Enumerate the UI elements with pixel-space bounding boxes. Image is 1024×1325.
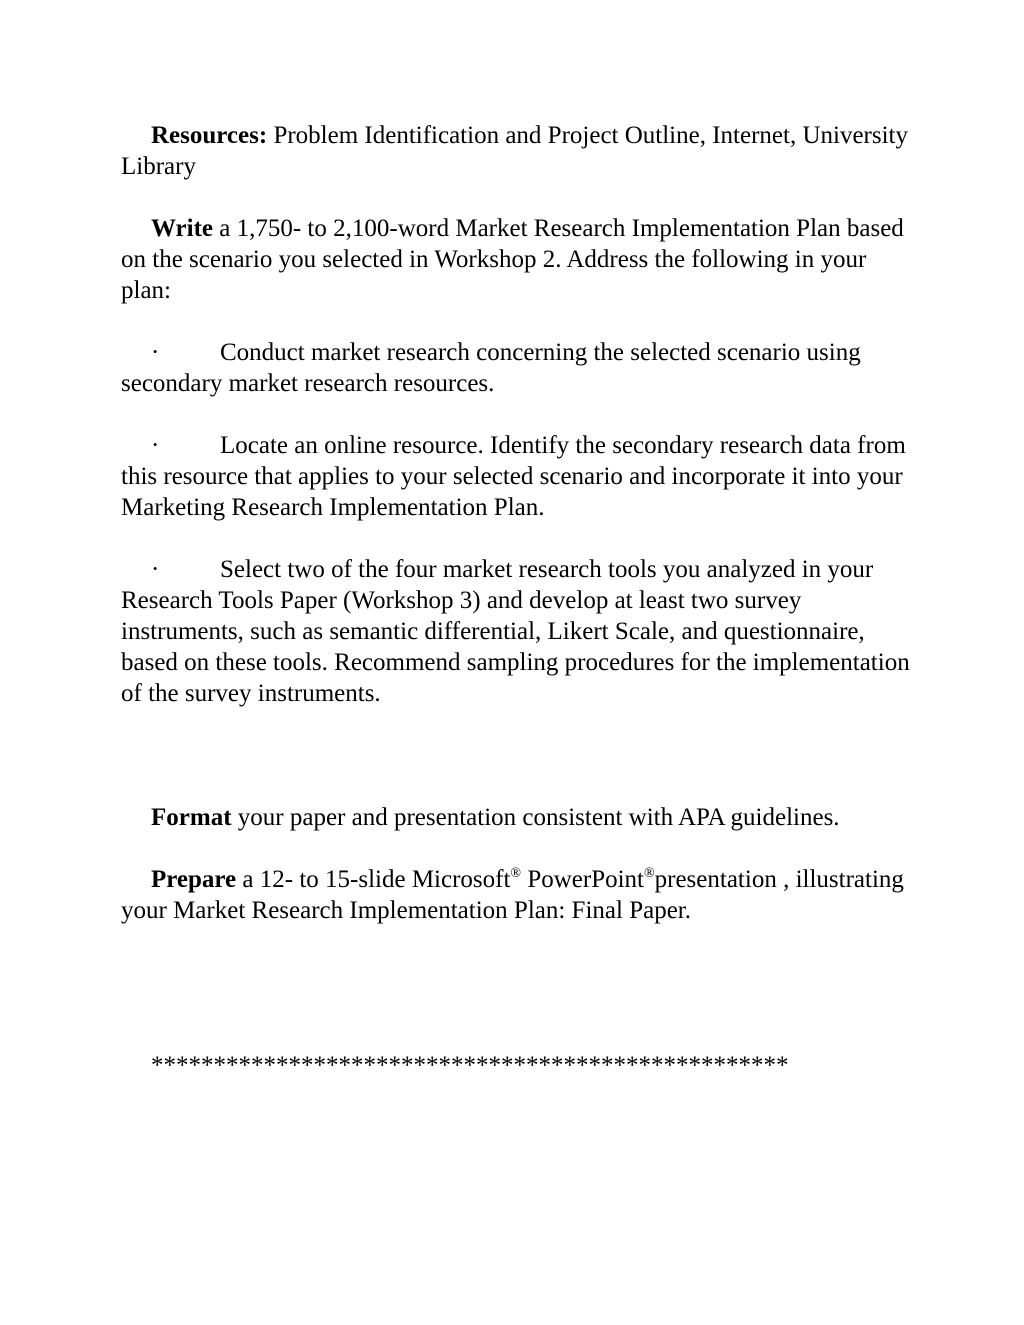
bullet-dot: · [151,556,160,583]
bullet-text: Select two of the four market research tools you analyzed in your Research Tools Paper (Workshop 3) and develop at least two survey instruments, such as semantic differential, Likert Scale, and questionnaire, based on these tools. Recommend sampling procedures for the implementation of the survey instruments. [121,556,910,707]
format-label: Format [151,804,232,831]
registered-mark: ® [644,866,655,881]
bullet-dot: · [151,432,160,459]
bullet-item-1 [121,337,911,399]
format-paragraph [121,802,911,833]
bullet-item-3 [121,554,911,709]
resources-label: Resources: [151,122,268,149]
document-page [121,120,911,1081]
spacer [121,740,911,802]
prepare-text-1: a 12- to 15-slide Microsoft [236,866,511,893]
bullet-text: Conduct market research concerning the selected scenario using secondary market research resources. [121,339,861,397]
spacer [121,957,911,1050]
bullet-item-2 [121,430,911,523]
write-text: a 1,750- to 2,100-word Market Research Implementation Plan based on the scenario you selected in Workshop 2. Address the following in your plan: [121,215,904,304]
bullet-text: Locate an online resource. Identify the secondary research data from this resource that applies to your selected scenario and incorporate it into your Marketing Research Implementation Plan. [121,432,906,521]
registered-mark: ® [510,866,522,881]
prepare-label: Prepare [151,866,237,893]
format-text: your paper and presentation consistent with APA guidelines. [231,804,840,831]
write-label: Write [151,215,214,242]
prepare-text-3: presentation , illustrating your Market Research Implementation Plan: Final Paper. [121,866,904,924]
resources-text: Problem Identification and Project Outline, Internet, University Library [121,122,908,180]
prepare-paragraph [121,864,911,926]
resources-paragraph [121,120,911,182]
write-paragraph [121,213,911,306]
bullet-dot: · [151,339,160,366]
separator-asterisks: *************************************************** [151,1052,789,1079]
prepare-text-2: PowerPoint [521,866,644,893]
